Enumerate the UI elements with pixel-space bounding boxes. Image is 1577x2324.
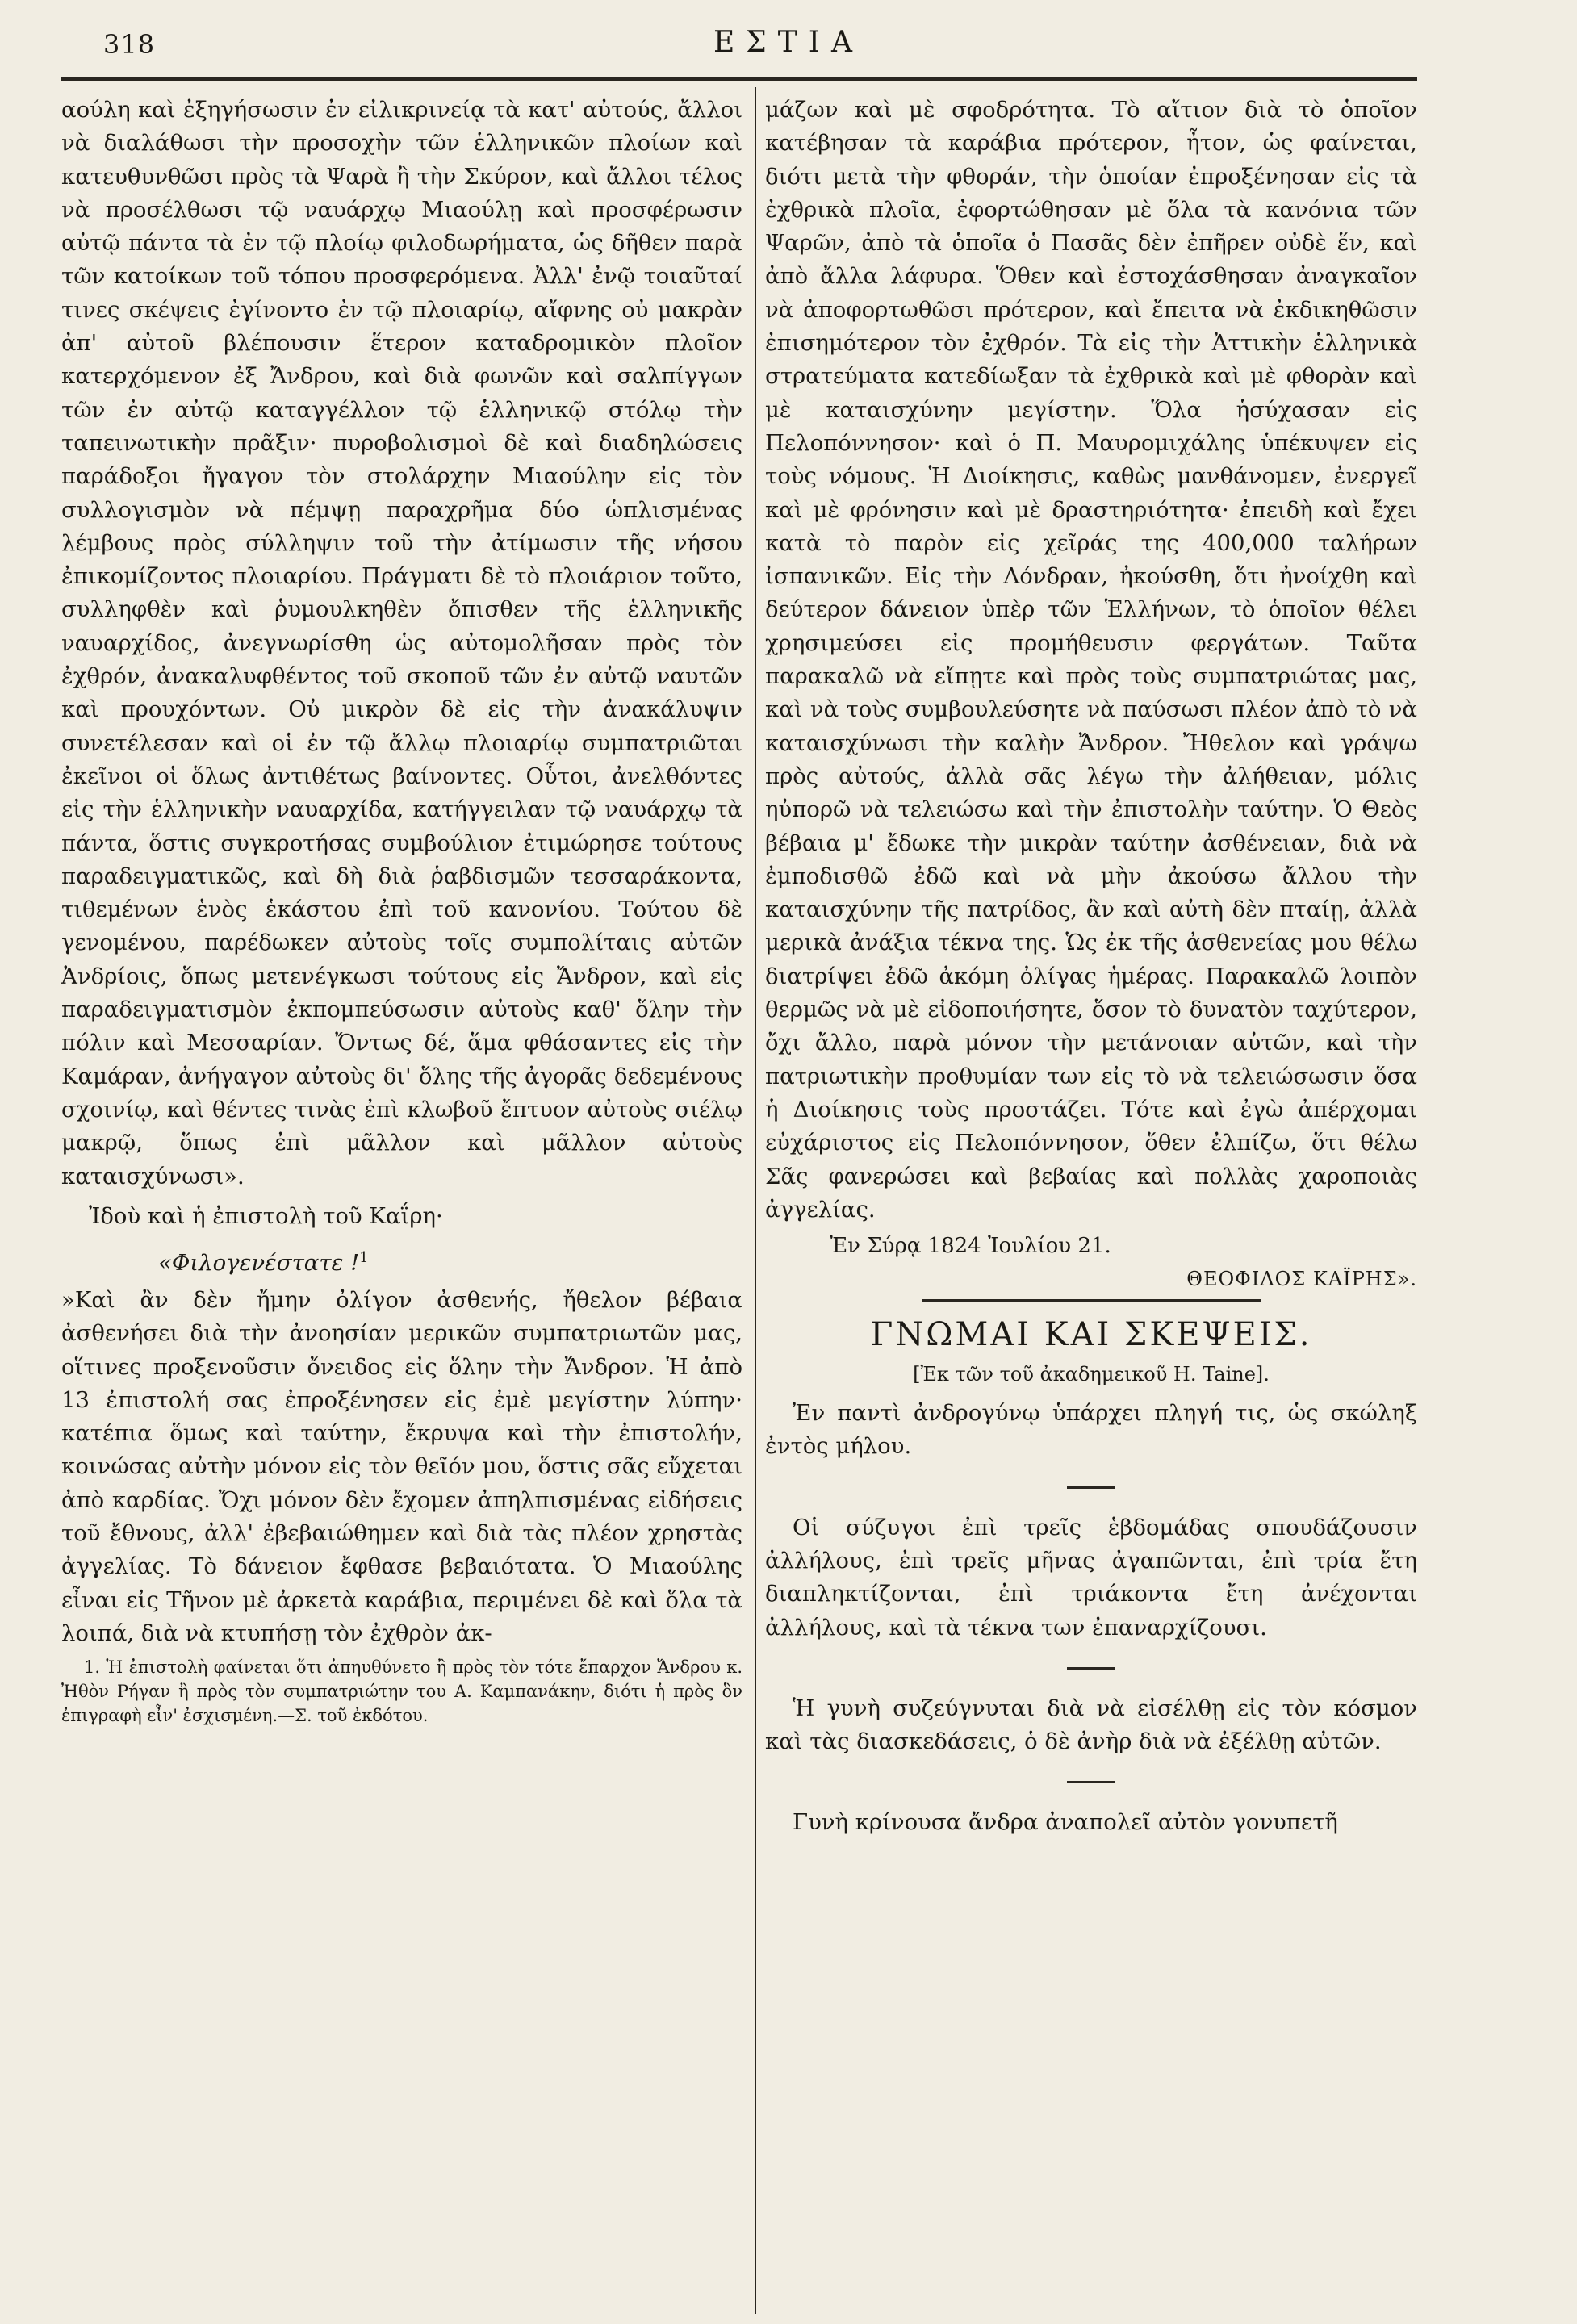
- footnote: 1. Ἡ ἐπιστολὴ φαίνεται ὅτι ἀπηυθύνετο ἢ πρὸς τὸν τότε ἔπαρχον Ἄνδρου κ. Ἠθὸν Ρήγαν ἢ πρὸς τὸν συμπατριώτην του Α. Καμπανάκην, διότι ἡ πρὸς ὃν ἐπιγραφὴ εἶν' ἐσχισμένη.—Σ. τοῦ ἐκδότου.: [61, 1657, 742, 1726]
- salutation-text: «Φιλογενέστατε !: [158, 1249, 360, 1276]
- section-subtitle: [Ἐκ τῶν τοῦ ἀκαδημεικοῦ Η. Taine].: [913, 1363, 1270, 1386]
- maxim: Οἱ σύζυγοι ἐπὶ τρεῖς ἑβδομάδας σπουδάζουσιν ἀλλήλους, ἐπὶ τρεῖς μῆνας ἀγαπῶνται, ἐπὶ τρία ἔτη διαπληκτίζονται, ἐπὶ τριάκοντα ἔτη ἀνέχονται ἀλλήλους, καὶ τὰ τέκνα των ἐπαναρχίζουσι.: [765, 1514, 1417, 1641]
- page-header: [0, 0, 1577, 81]
- section-rule: [922, 1299, 1261, 1302]
- left-column: [61, 94, 742, 2313]
- letter-intro: Ἰδοὺ καὶ ἡ ἐπιστολὴ τοῦ Καΐρη·: [89, 1202, 443, 1229]
- column-divider: [755, 87, 756, 2314]
- separator-rule: [1067, 1781, 1115, 1783]
- maxim: Ἐν παντὶ ἀνδρογύνῳ ὑπάρχει πληγή τις, ὡς σκώληξ ἐντὸς μήλου.: [765, 1400, 1417, 1460]
- letter-signature: ΘΕΟΦΙΛΟΣ ΚΑΪΡΗΣ».: [1186, 1268, 1417, 1291]
- letter-continuation: μάζων καὶ μὲ σφοδρότητα. Τὸ αἴτιον διὰ τὸ ὁποῖον κατέβησαν τὰ καράβια πρότερον, ἦτον, ὡς φαίνεται, διότι μετὰ τὴν φθοράν, τὴν ὁποίαν ἐπροξένησαν εἰς τὰ ἐχθρικὰ πλοῖα, ἐφορτώθησαν μὲ ὅλα τὰ κανόνια τῶν Ψαρῶν, ἀπὸ τὰ ὁποῖα ὁ Πασᾶς δὲν ἐπῆρεν οὐδὲ ἕν, καὶ ἀπὸ ἄλλα λάφυρα. Ὅθεν καὶ ἐστοχάσθησαν ἀναγκαῖον νὰ ἀποφορτωθῶσι πρότερον, καὶ ἔπειτα νὰ ἐκδικηθῶσιν ἐπισημότερον τὸν ἐχθρόν. Τὰ εἰς τὴν Ἀττικὴν ἑλληνικὰ στρατεύματα κατεδίωξαν τὰ ἐχθρικὰ καὶ μὲ φθορὰν καὶ μὲ καταισχύνην μεγίστην. Ὅλα ἡσύχασαν εἰς Πελοπόννησον· καὶ ὁ Π. Μαυρομιχάλης ὑπέκυψεν εἰς τοὺς νόμους. Ἡ Διοίκησις, καθὼς μανθάνομεν, ἐνεργεῖ καὶ μὲ φρόνησιν καὶ μὲ δραστηριότητα· ἐπειδὴ καὶ ἔχει κατὰ τὸ παρὸν εἰς χεῖράς της 400,000 ταλήρων ἰσπανικῶν. Εἰς τὴν Λόνδραν, ἠκούσθη, ὅτι ἠνοίχθη καὶ δεύτερον δάνειον ὑπὲρ τῶν Ἑλλήνων, τὸ ὁποῖον θέλει χρησιμεύσει εἰς προμήθευσιν φεργάτων. Ταῦτα παρακαλῶ νὰ εἴπῃτε καὶ πρὸς τοὺς συμπατριώτας μας, καὶ νὰ τοὺς συμβουλεύσητε νὰ παύσωσι πλέον ἀπὸ τὸ νὰ καταισχύνωσι τὴν καλὴν Ἄνδρον. Ἤθελον καὶ γράψω πρὸς αὐτούς, ἀλλὰ σᾶς λέγω τὴν ἀλήθειαν, μόλις ηὐπορῶ νὰ τελειώσω καὶ τὴν ἐπιστολὴν ταύτην. Ὁ Θεὸς βέβαια μ' ἔδωκε τὴν μικρὰν ταύτην ἀσθένειαν, διὰ νὰ ἐμποδισθῶ ἐδῶ καὶ νὰ μὴν ἀκούσω ἄλλου τὴν καταισχύνην τῆς πατρίδος, ἂν καὶ αὐτὴ δὲν πταίῃ, ἀλλὰ μερικὰ ἀνάξια τέκνα της. Ὡς ἐκ τῆς ἀσθενείας μου θέλω διατρίψει ἐδῶ ἀκόμη ὀλίγας ἡμέρας. Παρακαλῶ λοιπὸν θερμῶς νὰ μὲ εἰδοποιήσητε, ὅσον τὸ δυνατὸν ταχύτερον, ὄχι ἄλλο, παρὰ μόνον τὴν μετάνοιαν αὐτῶν, καὶ τὴν πατριωτικὴν προθυμίαν των εἰς τὸ νὰ τελειώσωσιν ὅσα ἡ Διοίκησις τοὺς προστάζει. Τότε καὶ ἐγὼ ἀπέρχομαι εὐχάριστος εἰς Πελοπόννησον, ὅθεν ἐλπίζω, ὅτι θέλω Σᾶς φανερώσει καὶ βεβαίας καὶ πολλὰς χαροποιὰς ἀγγελίας.: [765, 97, 1417, 1223]
- letter-dateline: Ἐν Σύρᾳ 1824 Ἰουλίου 21.: [830, 1234, 1111, 1259]
- footnote-mark: 1: [359, 1248, 369, 1266]
- maxim: Γυνὴ κρίνουσα ἄνδρα ἀναπολεῖ αὐτὸν γονυπετῆ: [793, 1809, 1338, 1836]
- separator-rule: [1067, 1486, 1115, 1489]
- letter-paragraph: »Καὶ ἂν δὲν ἤμην ὀλίγον ἀσθενής, ἤθελον βέβαια ἀσθενήσει διὰ τὴν ἀνοησίαν μερικῶν συμπατριωτῶν μας, οἵτινες προξενοῦσιν ὄνειδος εἰς ὅλην τὴν Ἄνδρον. Ἡ ἀπὸ 13 ἐπιστολή σας ἐπροξένησεν εἰς ἐμὲ μεγίστην λύπην· κατέπια ὅμως καὶ ταύτην, ἔκρυψα καὶ τὴν ἐπιστολήν, κοινώσας αὐτὴν μόνον εἰς τὸν θεῖόν μου, ὅστις σᾶς εὔχεται ἀπὸ καρδίας. Ὄχι μόνον δὲν ἔχομεν ἀπηλπισμένας εἰδήσεις τοῦ ἔθνους, ἀλλ' ἐβεβαιώθημεν καὶ διὰ τὰς πλέον χρηστὰς ἀγγελίας. Τὸ δάνειον ἔφθασε βεβαιότατα. Ὁ Μιαούλης εἶναι εἰς Τῆνον μὲ ἀρκετὰ καράβια, περιμένει δὲ καὶ ὅλα τὰ λοιπά, διὰ νὰ κτυπήσῃ τὸν ἐχθρὸν ἀκ-: [61, 1286, 742, 1646]
- separator-rule: [1067, 1667, 1115, 1670]
- maxim: Ἡ γυνὴ συζεύγνυται διὰ νὰ εἰσέλθῃ εἰς τὸν κόσμον καὶ τὰς διασκεδάσεις, ὁ δὲ ἀνὴρ διὰ νὰ ἐξέλθῃ αὐτῶν.: [765, 1695, 1417, 1755]
- section-title: ΓΝΩΜΑΙ ΚΑΙ ΣΚΕΨΕΙΣ.: [870, 1316, 1312, 1354]
- header-rule: [61, 77, 1417, 81]
- letter-salutation: [61, 1242, 742, 1279]
- right-column: [765, 94, 1417, 2313]
- article-paragraph: αούλη καὶ ἐξηγήσωσιν ἐν εἰλικρινείᾳ τὰ κατ' αὐτούς, ἄλλοι νὰ διαλάθωσι τὴν προσοχὴν τῶν ἑλληνικῶν πλοίων καὶ κατευθυνθῶσι πρὸς τὰ Ψαρὰ ἢ τὴν Σκύρον, καὶ ἄλλοι τέλος νὰ προσέλθωσι τῷ ναυάρχῳ Μιαούλῃ καὶ προσφέρωσιν αὐτῷ πάντα τὰ ἐν τῷ πλοίῳ φιλοδωρήματα, ὡς δῆθεν παρὰ τῶν κατοίκων τοῦ τόπου προσφερόμενα. Ἀλλ' ἐνῷ τοιαῦταί τινες σκέψεις ἐγίνοντο ἐν τῷ πλοιαρίῳ, αἴφνης οὐ μακρὰν ἀπ' αὐτοῦ βλέπουσιν ἕτερον καταδρομικὸν πλοῖον κατερχόμενον ἐξ Ἄνδρου, καὶ διὰ φωνῶν καὶ σαλπίγγων τῶν ἐν αὐτῷ καταγγέλλον τῷ ἑλληνικῷ στόλῳ τὴν ταπεινωτικὴν πρᾶξιν· πυροβολισμοὶ δὲ καὶ διαδηλώσεις παράδοξοι ἤγαγον τὸν στολάρχην Μιαούλην εἰς τὸν συλλογισμὸν νὰ πέμψῃ παραχρῆμα δύο ὡπλισμένας λέμβους πρὸς σύλληψιν τοῦ τὴν ἀτίμωσιν τῆς νήσου ἐπικομίζοντος πλοιαρίου. Πράγματι δὲ τὸ πλοιάριον τοῦτο, συλληφθὲν καὶ ῥυμουλκηθὲν ὄπισθεν τῆς ἑλληνικῆς ναυαρχίδος, ἀνεγνωρίσθη ὡς αὐτομολῆσαν πρὸς τὸν ἐχθρόν, ἀνακαλυφθέντος τοῦ σκοποῦ τῶν ἐν αὐτῷ ναυτῶν καὶ προυχόντων. Οὐ μικρὸν δὲ εἰς τὴν ἀνακάλυψιν συνετέλεσαν καὶ οἱ ἐν τῷ ἄλλῳ πλοιαρίῳ συμπατριῶται ἐκεῖνοι οἱ ὅλως ἀντιθέτως βαίνοντες. Οὗτοι, ἀνελθόντες εἰς τὴν ἑλληνικὴν ναυαρχίδα, κατήγγειλαν τῷ ναυάρχῳ τὰ πάντα, ὅστις συγκροτήσας συμβούλιον ἐτιμώρησε τούτους παραδειγματικῶς, καὶ δὴ διὰ ῥαβδισμῶν τεσσαράκοντα, τιθεμένων ἑνὸς ἑκάστου ἐπὶ τοῦ κανονίου. Τούτου δὲ γενομένου, παρέδωκεν αὐτοὺς τοῖς συμπολίταις αὐτῶν Ἀνδρίοις, ὅπως μετενέγκωσι τούτους εἰς Ἄνδρον, καὶ εἰς παραδειγματισμὸν ἐκπομπεύσωσιν αὐτοὺς καθ' ὅλην τὴν πόλιν καὶ Μεσσαρίαν. Ὄντως δέ, ἅμα φθάσαντες εἰς τὴν Καμάραν, ἀνήγαγον αὐτοὺς δι' ὅλης τῆς ἀγορᾶς δεδεμένους σχοινίῳ, καὶ θέντες τινὰς ἐπὶ κλωβοῦ ἔπτυον αὐτοὺς σιέλῳ μακρῷ, ὅπως ἐπὶ μᾶλλον καὶ μᾶλλον αὐτοὺς καταισχύνωσι».: [61, 97, 742, 1189]
- journal-title: ΕΣΤΙΑ: [713, 26, 864, 59]
- page-number: 318: [103, 29, 156, 60]
